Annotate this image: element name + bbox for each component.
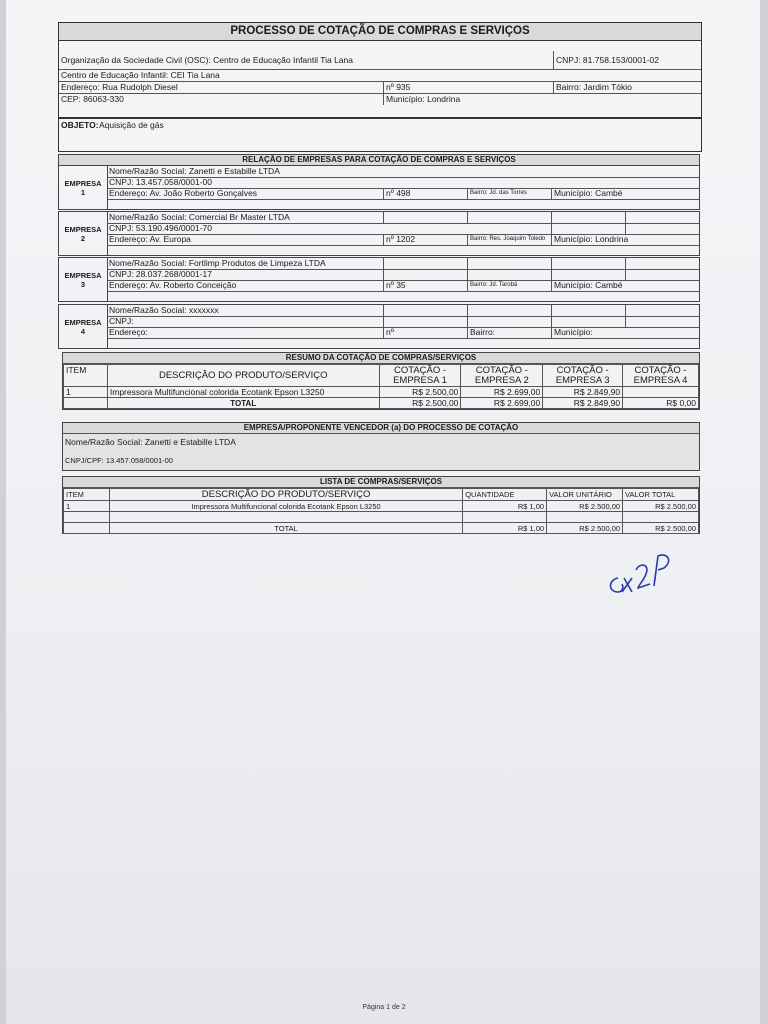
resumo-t4: R$ 0,00 [623,398,699,409]
lista-section [62,476,700,534]
lista-tqtd: R$ 1,00 [463,523,547,534]
empresa-1-nome: Nome/Razão Social: Zanetti e Estabille LTDA [109,166,280,176]
empresa-4-bairro: Bairro: [467,327,552,338]
empresa-4-nome: Nome/Razão Social: xxxxxxx [109,305,219,315]
vencedor-section [62,422,700,471]
empresa-3-municipio: Município: Cambé [551,280,700,291]
empresa-3-numero: nº 35 [383,280,468,291]
resumo-col-desc: DESCRIÇÃO DO PRODUTO/SERVIÇO [107,365,379,387]
lista-col-unit: VALOR UNITÁRIO [547,489,623,501]
resumo-t3: R$ 2.849,90 [543,398,623,409]
cep-row [59,94,701,105]
osc-municipio: Município: Londrina [383,94,700,105]
page-footer: Página 1 de 2 [362,1004,406,1011]
lista-item: 1 [64,501,110,512]
lista-item-row [64,501,699,512]
empresa-4-cnpj: CNPJ: [109,316,134,326]
relacao-section [58,154,700,348]
osc-name: Organização da Sociedade Civil (OSC): Centro de Educação Infantil Tia Lana [61,55,353,65]
resumo-total-label: TOTAL [107,398,379,409]
osc-address: Endereço: Rua Rudolph Diesel [61,82,178,92]
resumo-total-row [64,398,699,409]
resumo-header-row [64,365,699,387]
vencedor-heading: EMPRESA/PROPONENTE VENCEDOR (a) DO PROCESSO DE COTAÇÃO [63,423,699,434]
osc-row [59,51,701,70]
lista-unit: R$ 2.500,00 [547,501,623,512]
resumo-col-e1: COTAÇÃO - EMPRESA 1 [379,365,461,387]
empresa-3-label: EMPRESA 3 [59,258,108,301]
lista-empty-row [64,512,699,523]
lista-tunit: R$ 2.500,00 [547,523,623,534]
empresa-2-label: EMPRESA 2 [59,212,108,255]
empresa-2-cnpj: CNPJ: 53.190.496/0001-70 [109,223,213,233]
lista-col-qtd: QUANTIDADE [463,489,547,501]
empresa-2 [58,211,700,256]
empresa-4-numero: nº [383,327,468,338]
resumo-item: 1 [64,387,108,398]
osc-cnpj: CNPJ: 81.758.153/0001-02 [553,51,700,69]
lista-header-row [64,489,699,501]
lista-total-row [64,523,699,534]
lista-col-desc: DESCRIÇÃO DO PRODUTO/SERVIÇO [109,489,462,501]
empresa-3-endereco: Endereço: Av. Roberto Conceição [109,280,237,290]
lista-desc: Impressora Multifuncional colorida Ecotank Epson L3250 [109,501,462,512]
resumo-item-row [64,387,699,398]
resumo-section [62,352,700,410]
objeto-box [58,118,702,152]
resumo-v3: R$ 2.849,90 [543,387,623,398]
lista-qtd: R$ 1,00 [463,501,547,512]
empresa-1-endereco: Endereço: Av. João Roberto Gonçalves [109,188,258,198]
empresa-2-numero: nº 1202 [383,234,468,245]
document-title: PROCESSO DE COTAÇÃO DE COMPRAS E SERVIÇOS [58,22,702,41]
empresa-1-numero: nº 498 [383,188,468,199]
osc-number: nº 935 [383,82,556,93]
resumo-col-e3: COTAÇÃO - EMPRESA 3 [543,365,623,387]
empresa-3-bairro: Bairro: Jd. Tarobá [467,280,552,291]
lista-table [63,488,699,534]
relacao-heading: RELAÇÃO DE EMPRESAS PARA COTAÇÃO DE COMPRAS E SERVIÇOS [58,154,700,166]
resumo-t1: R$ 2.500,00 [379,398,461,409]
lista-ttotal: R$ 2.500,00 [623,523,699,534]
osc-header [58,40,702,118]
resumo-table [63,364,699,409]
empresa-1 [58,165,700,210]
empresa-2-municipio: Município: Londrina [551,234,700,245]
empresa-4-endereco: Endereço: [109,327,148,337]
empresa-1-cnpj: CNPJ: 13.457.058/0001-00 [109,177,213,187]
empresa-1-bairro: Bairro: Jd. das Torres [467,188,552,199]
lista-total: R$ 2.500,00 [623,501,699,512]
objeto-value: Aquisição de gás [99,120,164,130]
empresa-2-nome: Nome/Razão Social: Comercial Br Master LTDA [109,212,290,222]
resumo-col-item: ITEM [64,365,108,387]
empresa-3-nome: Nome/Razão Social: Fortlimp Produtos de Limpeza LTDA [109,258,326,268]
resumo-v1: R$ 2.500,00 [379,387,461,398]
lista-col-total: VALOR TOTAL [623,489,699,501]
objeto-label: OBJETO: [61,120,99,130]
resumo-col-e2: COTAÇÃO - EMPRESA 2 [461,365,543,387]
empresa-3-cnpj: CNPJ: 28.037.268/0001-17 [109,269,213,279]
empresa-1-municipio: Município: Cambé [551,188,700,199]
address-row [59,82,701,94]
empresa-4 [58,304,700,349]
lista-col-item: ITEM [64,489,110,501]
resumo-v2: R$ 2.699,00 [461,387,543,398]
empresa-2-endereco: Endereço: Av. Europa [109,234,191,244]
handwritten-initials [604,548,684,598]
osc-bairro: Bairro: Jardim Tókio [553,82,700,93]
lista-total-label: TOTAL [109,523,462,534]
resumo-v4 [623,387,699,398]
empresa-4-municipio: Município: [551,327,700,338]
lista-heading: LISTA DE COMPRAS/SERVIÇOS [63,477,699,488]
empresa-2-bairro: Bairro: Res. Joaquim Toledo [467,234,552,245]
resumo-t2: R$ 2.699,00 [461,398,543,409]
resumo-heading: RESUMO DA COTAÇÃO DE COMPRAS/SERVIÇOS [63,353,699,364]
resumo-desc: Impressora Multifuncional colorida Ecotank Epson L3250 [107,387,379,398]
resumo-col-e4: COTAÇÃO - EMPRESA 4 [623,365,699,387]
centro-name: Centro de Educação Infantil: CEI Tia Lana [61,70,220,80]
osc-cep: CEP: 86063-330 [61,94,124,104]
vencedor-cnpj: CNPJ/CPF: 13.457.058/0001-00 [65,456,173,465]
empresa-3 [58,257,700,302]
vencedor-nome: Nome/Razão Social: Zanetti e Estabille LTDA [65,437,236,447]
empresa-1-label: EMPRESA 1 [59,166,108,209]
centro-row [59,70,701,82]
empresa-4-label: EMPRESA 4 [59,305,108,348]
